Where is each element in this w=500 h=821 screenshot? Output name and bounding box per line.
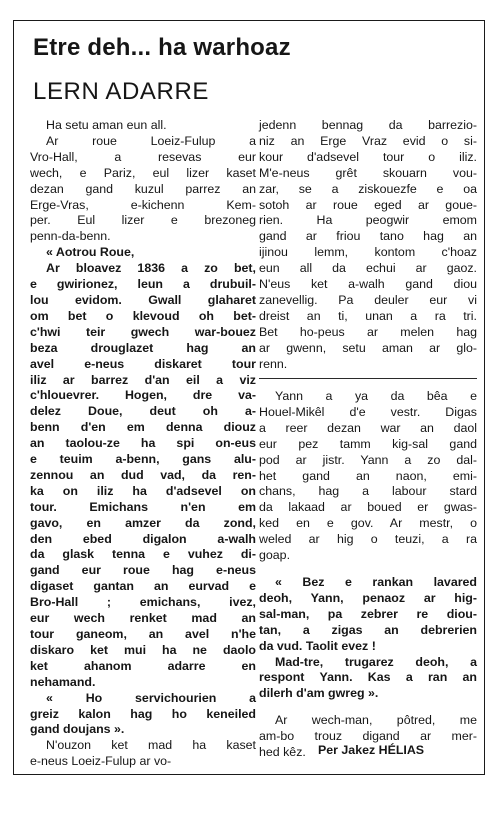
text-line: eur pez tamm kig-sal gand [259, 436, 477, 451]
text-line: zennou an dud vad, da ren- [30, 467, 256, 482]
left-column [30, 118, 256, 770]
paragraph [259, 389, 477, 564]
text-line: an taolou-ze ha spi on-eus [30, 436, 256, 451]
text-line: beza drouglazet hag an [30, 340, 256, 355]
text-line: iliz ar barrez d'an eil a viz [30, 372, 256, 387]
text-line: Houel-Mikêl d'e vestr. Digas [259, 404, 477, 419]
text-line: dezan gand kuzul parrez an [30, 181, 256, 196]
text-line: gand eur roue hag e-neus [30, 563, 256, 578]
text-line: eur wech renket mad an [30, 611, 256, 626]
text-line: diskaro ket mui ha ne daolo [30, 642, 256, 657]
right-column-top [259, 118, 477, 373]
text-line: greiz kalon hag ho keneiled [30, 706, 256, 721]
text-line: « Aotrou Roue, [46, 245, 135, 260]
text-line: c'hlouevrer. Hogen, dre va- [30, 388, 256, 403]
text-line: jedenn bennag da barrezio- [259, 118, 477, 132]
text-line: niz an Erge Vraz evid o si- [259, 133, 477, 148]
text-line: zanevellig. Pa deuler eur vi [259, 292, 477, 307]
text-line: ka on iliz ha d'adsevel on [30, 483, 256, 498]
paragraph [259, 655, 477, 703]
text-line: gand ar friou tano hag an [259, 229, 477, 244]
text-line: sotoh ar roue eged ar goue- [259, 197, 477, 212]
text-line: Ar wech-man, pôtred, me [275, 713, 477, 728]
text-line: chans, hag a labour stard [259, 484, 477, 499]
paragraph-gap [259, 564, 477, 575]
text-line: a reer dezan war an daol [259, 420, 477, 435]
text-line: per. Eul lizer e brezoneg [30, 213, 256, 228]
text-line: hed kêz. [259, 745, 306, 760]
text-line: e teuim a-benn, gans alu- [30, 452, 256, 467]
text-line: Ar roue Loeiz-Fulup a [46, 133, 256, 148]
text-line: Bro-Hall ; emichans, ivez, [30, 595, 256, 610]
text-line: tan, a zigas an debrerien [259, 622, 477, 637]
text-line: renn. [259, 356, 288, 371]
text-line: Ar bloavez 1836 a zo bet, [46, 261, 256, 276]
text-line: pod ar jistr. Yann a zo dal- [259, 452, 477, 467]
right-column-bottom [259, 389, 477, 761]
text-line: Mad-tre, trugarez deoh, a [275, 654, 477, 669]
text-line: goap. [259, 548, 291, 563]
text-line: digaset gantan an eurvad e [30, 579, 256, 594]
paragraph [259, 575, 477, 655]
text-line: gavo, en amzer da zond, [30, 515, 256, 530]
text-line: tour. Emichans n'en em [30, 499, 256, 514]
text-line: Erge-Vras, e-kichenn Kem- [30, 197, 256, 212]
text-line: weled ar hig o teuzi, a ra [259, 532, 477, 547]
text-line: penn-da-benn. [30, 229, 111, 244]
text-line: eun all da echui ar gaoz. [259, 261, 477, 276]
text-line: M'e-neus grêt skouarn vou- [259, 165, 477, 180]
text-line: ijinou lemm, kontom c'hoaz [259, 245, 477, 260]
text-line: dreist an ti, unan a ra tri. [259, 308, 477, 323]
author-signature: Per Jakez HÉLIAS [318, 743, 425, 757]
text-line: e-neus Loeiz-Fulup ar vo- [30, 754, 172, 769]
text-line: da vud. Taolit evez ! [259, 638, 376, 653]
text-line: zar, se a ziskouezfe e oa [259, 181, 477, 196]
section-divider [259, 378, 477, 379]
text-line: da lakaad ar boued er gwas- [259, 500, 477, 515]
text-line: nehamand. [30, 674, 96, 689]
text-line: Vro-Hall, a resevas eur [30, 149, 256, 164]
paragraph [259, 118, 477, 373]
text-line: da glask tenna e vuhez di- [30, 547, 256, 562]
article-headline: Etre deh... ha warhoaz [33, 34, 291, 61]
text-line: lou evidom. Gwall glaharet [30, 292, 256, 307]
paragraph [30, 261, 256, 690]
text-line: sal-man, pa zebrer re diou- [259, 606, 477, 621]
paragraph [30, 134, 256, 245]
text-line: gand doujans ». [30, 722, 125, 737]
text-line: N'ouzon ket mad ha kaset [46, 738, 256, 753]
text-line: tour ganeom, an avel n'he [30, 627, 256, 641]
text-line: Yann a ya da bêa e [275, 389, 477, 403]
text-line: respont Yann. Kas a ran an [259, 670, 477, 685]
text-line: ket ahanom adarre en [30, 658, 256, 673]
text-line: N'eus ket a-walh gand diou [259, 277, 477, 292]
text-line: benn d'en em denna diouz [30, 420, 256, 435]
text-line: het gand an naon, emi- [259, 468, 477, 483]
text-line: Bet ho-peus ar melen hag [259, 324, 477, 339]
text-line: ked en e gov. Ar mestr, o [259, 516, 477, 531]
paragraph [30, 738, 256, 770]
text-line: den ebed digalon a-walh [30, 531, 256, 546]
text-line: « Ho servichourien a [46, 690, 256, 705]
right-column-lower [259, 389, 477, 761]
text-line: rien. Ha peogwir emom [259, 213, 477, 228]
text-line: delez Doue, deut oh a- [30, 404, 256, 419]
article-subhead: LERN ADARRE [33, 78, 209, 105]
text-line: dilerh d'am gwreg ». [259, 686, 379, 701]
paragraph-gap [259, 702, 477, 713]
text-line: avel e-neus diskaret tour [30, 356, 256, 371]
text-line: e gwirionez, leun a drubuil- [30, 277, 256, 292]
paragraph [30, 691, 256, 739]
text-line: wech, e Pariz, eul lizer kaset [30, 165, 256, 180]
right-column [259, 118, 477, 373]
paragraph [30, 245, 256, 261]
text-line: om bet o klevoud oh bet- [30, 308, 256, 323]
text-line: deoh, Yann, penaoz ar hig- [259, 590, 477, 605]
text-line: c'hwi teir gwech war-bouez [30, 324, 256, 339]
text-line: kour d'adsevel tour o iliz. [259, 149, 477, 164]
text-line: ar gwenn, setu aman ar glo- [259, 340, 477, 355]
paragraph [30, 118, 256, 134]
text-line: Ha setu aman eun all. [46, 118, 167, 132]
text-line: am-bo trouz digand ar mer- [259, 729, 477, 744]
text-line: « Bez e rankan lavared [275, 574, 477, 589]
